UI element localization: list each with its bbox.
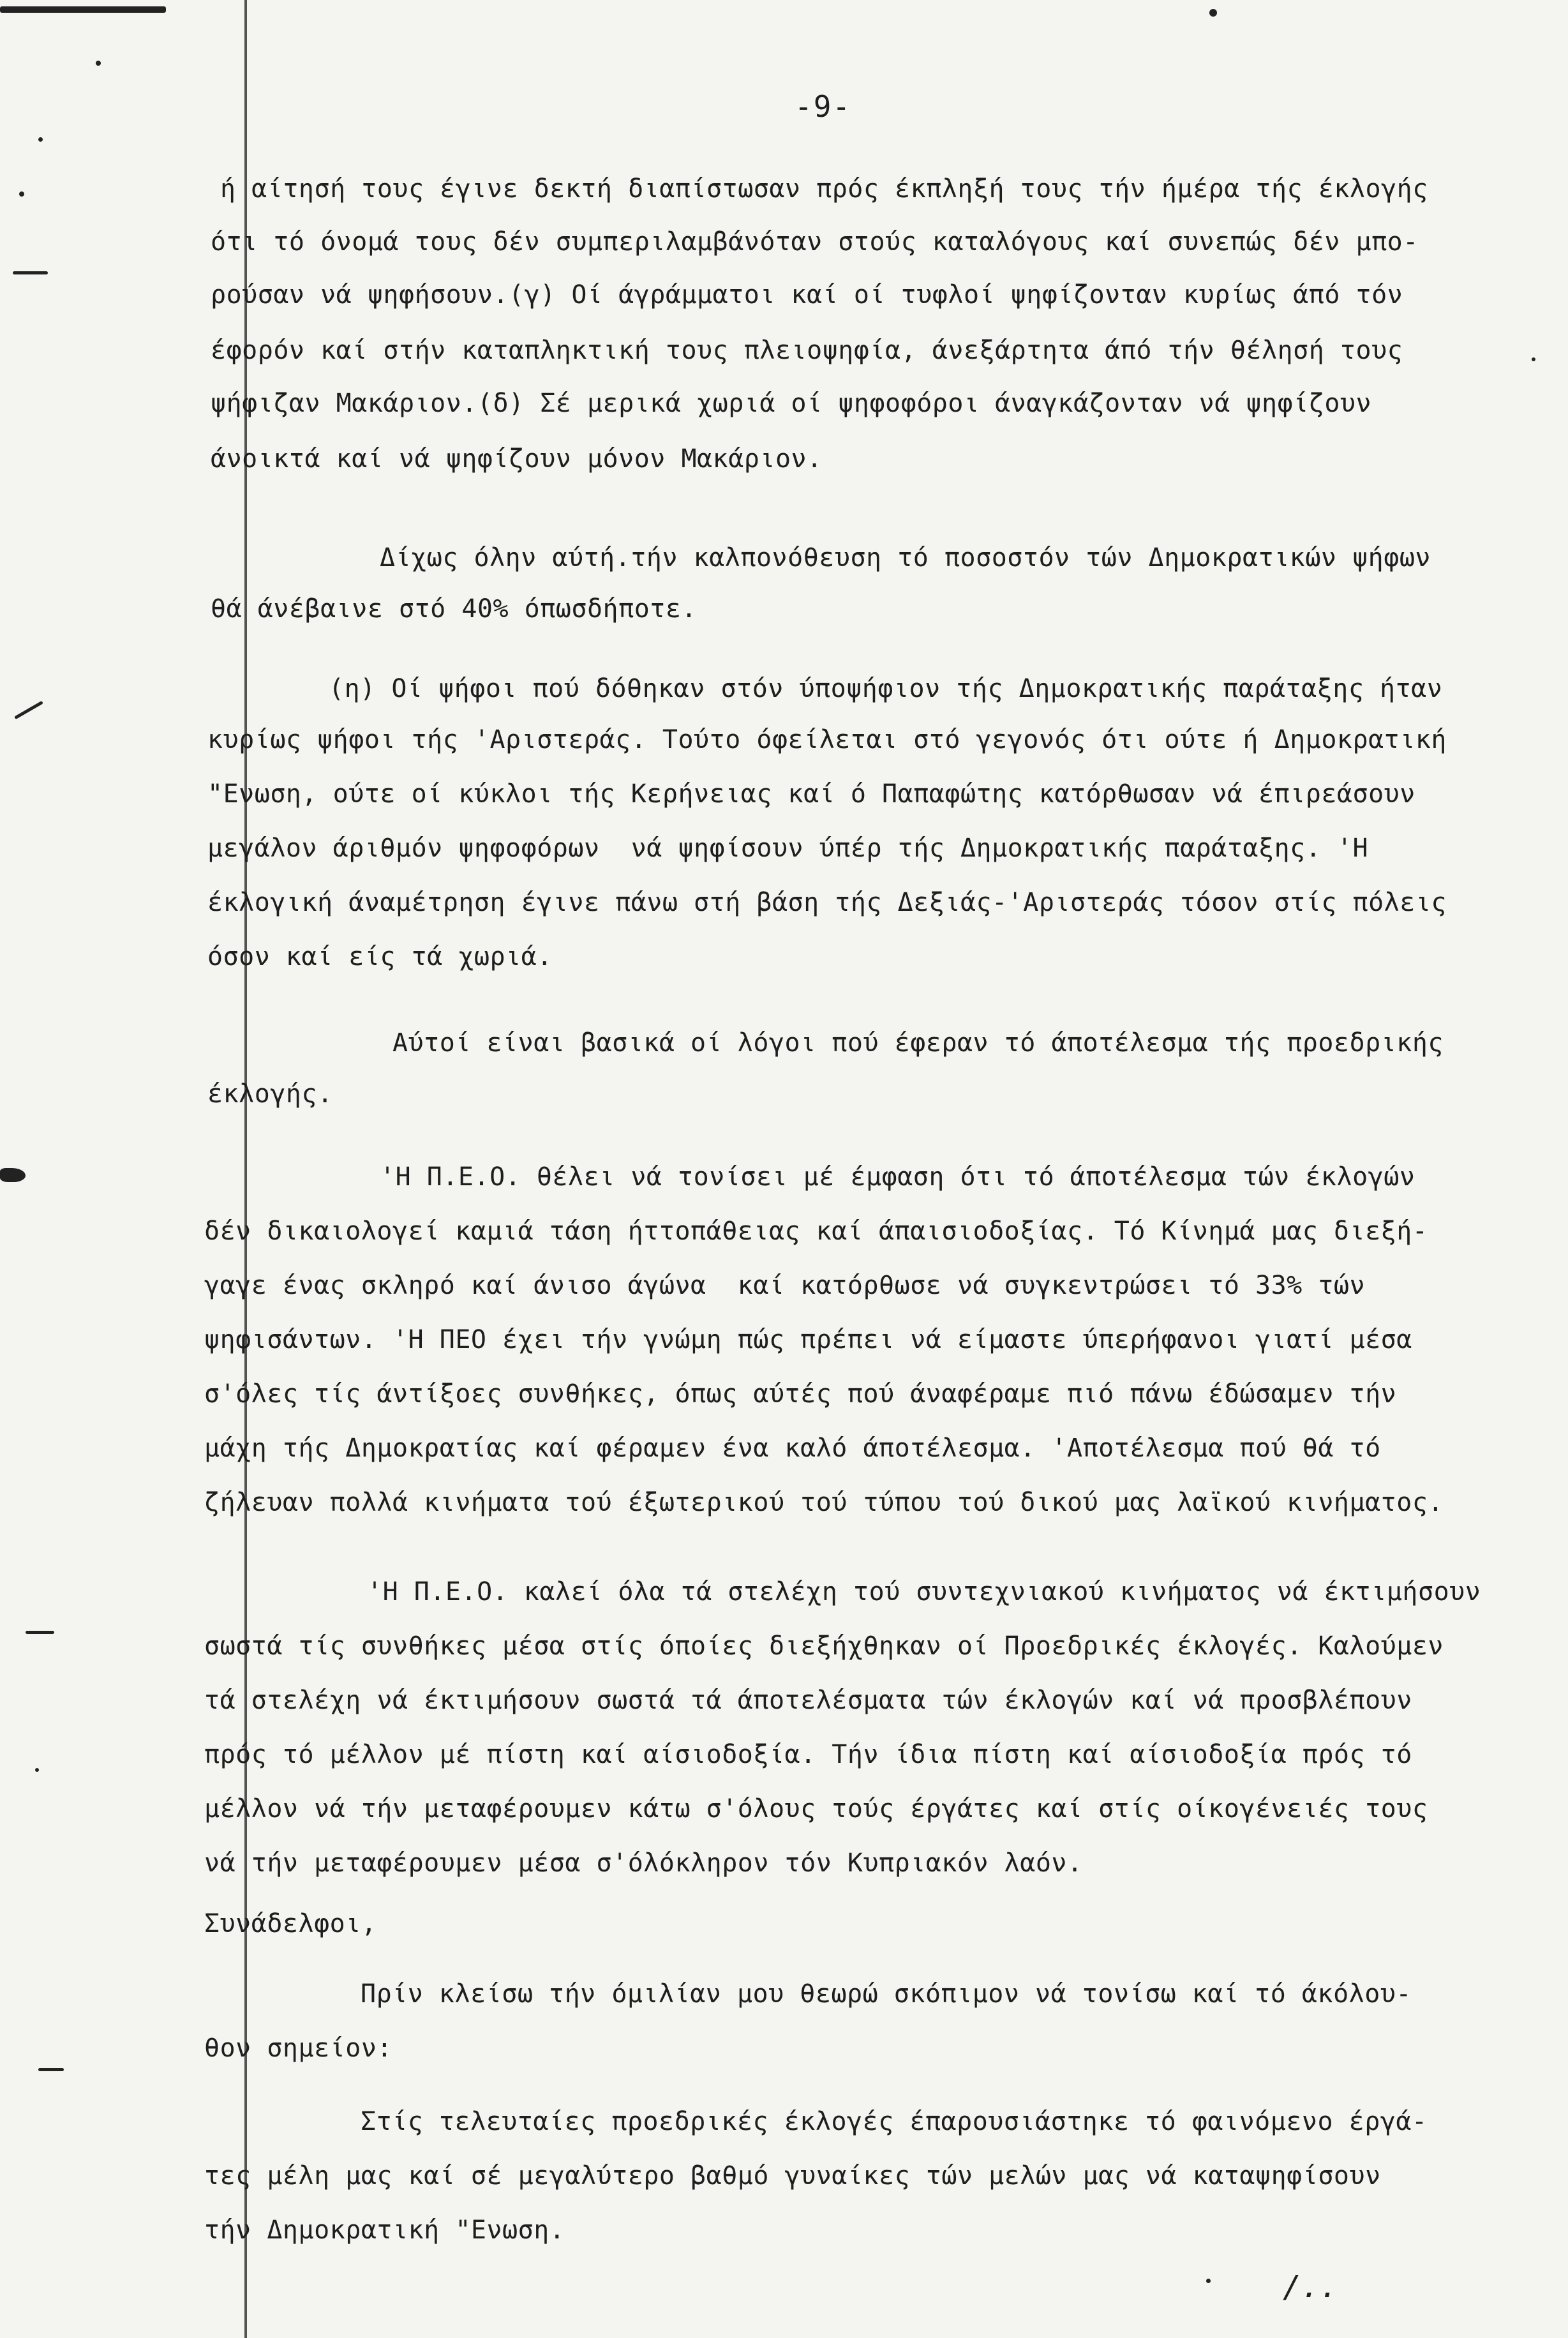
text-line: ότι τό όνομά τους δέν συμπεριλαμβάνόταν στούς καταλόγους καί συνεπώς δέν μπο- — [211, 227, 1419, 257]
scan-dash — [26, 1631, 54, 1634]
text-line: νά τήν μεταφέρουμεν μέσα σ'όλόκληρον τόν Κυπριακόν λαόν. — [204, 1848, 1083, 1878]
text-line: σωστά τίς συνθήκες μέσα στίς όποίες διεξήχθηκαν οί Προεδρικές έκλογές. Καλούμεν — [204, 1631, 1444, 1661]
text-line: θά άνέβαινε στό 40% όπωσδήποτε. — [211, 594, 698, 624]
text-line: άνοικτά καί νά ψηφίζουν μόνον Μακάριον. — [211, 444, 823, 474]
scan-speck — [19, 191, 24, 197]
salutation: Συνάδελφοι, — [204, 1909, 377, 1938]
scan-speck — [1532, 357, 1535, 361]
scan-dash — [0, 6, 166, 13]
text-line: 'Η Π.Ε.Ο. θέλει νά τονίσει μέ έμφαση ότι τό άποτέλεσμα τών έκλογών — [380, 1162, 1415, 1192]
scan-speck — [0, 1168, 26, 1182]
text-line: γαγε ένας σκληρό καί άνισο άγώνα καί κατόρθωσε νά συγκεντρώσει τό 33% τών — [204, 1271, 1366, 1300]
text-line: τήν Δημοκρατική "Ενωση. — [204, 2215, 565, 2245]
text-line: (η) Οί ψήφοι πού δόθηκαν στόν ύποψήφιον τής Δημοκρατικής παράταξης ήταν — [329, 674, 1443, 703]
text-line: ψήφιζαν Μακάριον.(δ) Σέ μερικά χωριά οί ψηφοφόροι άναγκάζονταν νά ψηφίζουν — [211, 389, 1372, 418]
scan-dash — [38, 2068, 64, 2071]
text-line: τά στελέχη νά έκτιμήσουν σωστά τά άποτελέσματα τών έκλογών καί νά προσβλέπουν — [204, 1686, 1412, 1715]
text-line: μεγάλον άριθμόν ψηφοφόρων νά ψηφίσουν ύπέρ τής Δημοκρατικής παράταξης. 'Η — [207, 834, 1369, 863]
text-line: Δίχως όλην αύτή.τήν καλπονόθευση τό ποσοστόν τών Δημοκρατικών ψήφων — [380, 543, 1431, 573]
text-line: κυρίως ψήφοι τής 'Αριστεράς. Τούτο όφείλεται στό γεγονός ότι ούτε ή Δημοκρατική — [207, 725, 1447, 754]
scan-speck — [1206, 2279, 1211, 2283]
text-line: μάχη τής Δημοκρατίας καί φέραμεν ένα καλό άποτέλεσμα. 'Αποτέλεσμα πού θά τό — [204, 1434, 1381, 1463]
text-line: Πρίν κλείσω τήν όμιλίαν μου θεωρώ σκόπιμον νά τονίσω καί τό άκόλου- — [361, 1979, 1412, 2009]
scan-speck — [38, 137, 43, 142]
text-line: όσον καί είς τά χωριά. — [207, 942, 553, 971]
text-line: πρός τό μέλλον μέ πίστη καί αίσιοδοξία. Τήν ίδια πίστη καί αίσιοδοξία πρός τό — [204, 1740, 1412, 1769]
text-line: έκλογική άναμέτρηση έγινε πάνω στή βάση τής Δεξιάς-'Αριστεράς τόσον στίς πόλεις — [207, 888, 1447, 917]
text-line: 'Η Π.Ε.Ο. καλεί όλα τά στελέχη τού συντεχνιακού κινήματος νά έκτιμήσουν — [367, 1577, 1481, 1607]
text-line: μέλλον νά τήν μεταφέρουμεν κάτω σ'όλους τούς έργάτες καί στίς οίκογένειές τους — [204, 1794, 1428, 1824]
text-line: Στίς τελευταίες προεδρικές έκλογές έπαρουσιάστηκε τό φαινόμενο έργά- — [361, 2107, 1428, 2136]
scan-dash — [14, 701, 43, 719]
text-line: ζήλευαν πολλά κινήματα τού έξωτερικού τού τύπου τού δικού μας λαϊκού κινήματος. — [204, 1488, 1444, 1517]
scan-dash — [13, 271, 48, 274]
text-line: τες μέλη μας καί σέ μεγαλύτερο βαθμό γυναίκες τών μελών μας νά καταψηφίσουν — [204, 2161, 1381, 2191]
text-line: "Ενωση, ούτε οί κύκλοι τής Κερήνειας καί ό Παπαφώτης κατόρθωσαν νά έπιρεάσουν — [207, 779, 1415, 809]
text-line: έφορόν καί στήν καταπληκτική τους πλειοψηφία, άνεξάρτητα άπό τήν θέλησή τους — [211, 336, 1403, 365]
text-line: θον σημείον: — [204, 2034, 392, 2063]
text-line: ή αίτησή τους έγινε δεκτή διαπίστωσαν πρός έκπληξή τους τήν ήμέρα τής έκλογής — [220, 174, 1428, 204]
text-line: ψηφισάντων. 'Η ΠΕΟ έχει τήν γνώμη πώς πρέπει νά είμαστε ύπερήφανοι γιατί μέσα — [204, 1325, 1412, 1354]
text-line: σ'όλες τίς άντίξοες συνθήκες, όπως αύτές πού άναφέραμε πιό πάνω έδώσαμεν τήν — [204, 1379, 1397, 1409]
text-line: δέν δικαιολογεί καμιά τάση ήττοπάθειας καί άπαισιοδοξίας. Τό Κίνημά μας διεξή- — [204, 1217, 1428, 1246]
text-line: έκλογής. — [207, 1079, 333, 1109]
continuation-mark: /.. — [1283, 2269, 1338, 2305]
scan-speck — [35, 1768, 39, 1772]
page-number: -9- — [795, 89, 852, 124]
text-line: ρούσαν νά ψηφήσουν.(γ) Οί άγράμματοι καί οί τυφλοί ψηφίζονταν κυρίως άπό τόν — [211, 280, 1403, 310]
scan-speck — [96, 61, 101, 66]
text-line: Αύτοί είναι βασικά οί λόγοι πού έφεραν τό άποτέλεσμα τής προεδρικής — [392, 1028, 1444, 1058]
scan-speck — [1209, 9, 1217, 17]
